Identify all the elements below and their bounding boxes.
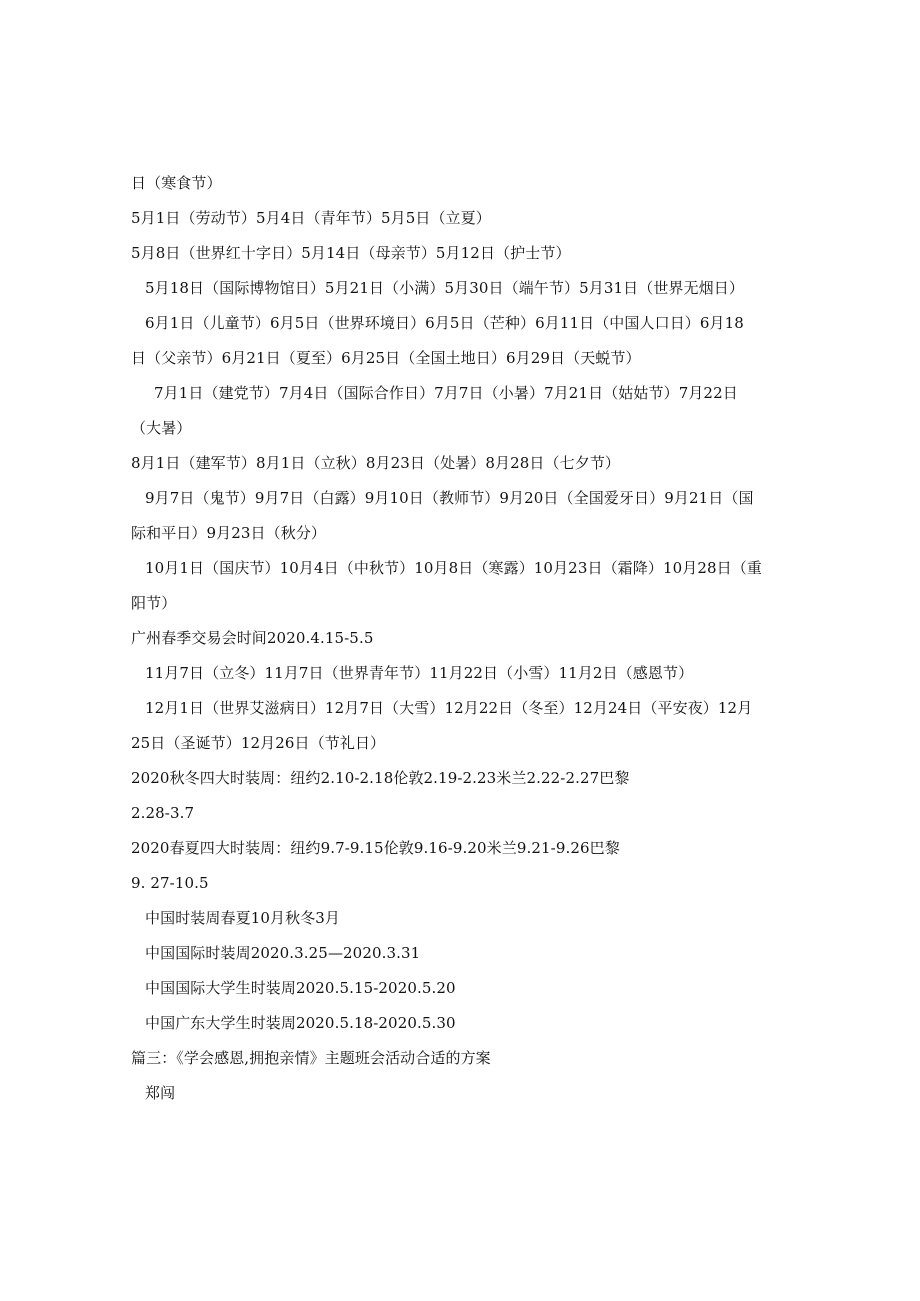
text-line-fashion-week-aw-1: 2020秋冬四大时装周：纽约2.10-2.18伦敦2.19-2.23米兰2.22-2.27巴黎	[131, 769, 630, 787]
text-line-november-holidays: 11月7日（立冬）11月7日（世界青年节）11月22日（小雪）11月2日（感恩节）	[145, 664, 694, 682]
text-line-section-three-title: 篇三：《学会感恩,拥抱亲情》主题班会活动合适的方案	[131, 1049, 491, 1067]
text-line-china-intl-fashion-week: 中国国际时装周2020.3.25—2020.3.31	[145, 944, 421, 962]
text-line-september-holidays-1: 9月7日（鬼节）9月7日（白露）9月10日（教师节）9月20日（全国爱牙日）9月21日（国	[145, 489, 754, 507]
document-body	[131, 166, 791, 1111]
text-line-december-holidays-1: 12月1日（世界艾滋病日）12月7日（大雪）12月22日（冬至）12月24日（平安夜）12月	[145, 699, 753, 717]
text-line-june-holidays-1: 6月1日（儿童节）6月5日（世界环境日）6月5日（芒种）6月11日（中国人口日）6月18	[145, 314, 744, 332]
text-line-guangdong-student-fashion-week: 中国广东大学生时装周2020.5.18-2020.5.30	[145, 1014, 456, 1032]
text-line-july-holidays-2: （大暑）	[131, 419, 192, 437]
text-line-may-holidays-2: 5月8日（世界红十字日）5月14日（母亲节）5月12日（护士节）	[131, 244, 571, 262]
text-line-china-intl-student-fashion-week: 中国国际大学生时装周2020.5.15-2020.5.20	[145, 979, 456, 997]
text-line-canton-fair: 广州春季交易会时间2020.4.15-5.5	[131, 629, 374, 647]
text-line-august-holidays: 8月1日（建军节）8月1日（立秋）8月23日（处暑）8月28日（七夕节）	[131, 454, 621, 472]
text-line-qingming-end: 日（寒食节）	[131, 174, 222, 192]
text-line-fashion-week-aw-2: 2.28-3.7	[131, 804, 195, 822]
text-line-may-holidays-3: 5月18日（国际博物馆日）5月21日（小满）5月30日（端午节）5月31日（世界无烟日）	[145, 279, 744, 297]
text-line-october-holidays-1: 10月1日（国庆节）10月4日（中秋节）10月8日（寒露）10月23日（霜降）10月28日（重	[145, 559, 762, 577]
text-line-september-holidays-2: 际和平日）9月23日（秋分）	[131, 524, 327, 542]
text-line-october-holidays-2: 阳节）	[131, 594, 177, 612]
text-line-fashion-week-ss-1: 2020春夏四大时装周：纽约9.7-9.15伦敦9.16-9.20米兰9.21-9.26巴黎	[131, 839, 620, 857]
text-line-fashion-week-ss-2: 9. 27-10.5	[131, 874, 209, 892]
text-line-author: 郑闯	[145, 1084, 176, 1102]
text-line-china-fashion-week: 中国时装周春夏10月秋冬3月	[145, 909, 341, 927]
text-line-december-holidays-2: 25日（圣诞节）12月26日（节礼日）	[131, 734, 386, 752]
text-line-july-holidays-1: 7月1日（建党节）7月4日（国际合作日）7月7日（小暑）7月21日（姑姑节）7月22日	[154, 384, 738, 402]
text-line-june-holidays-2: 日（父亲节）6月21日（夏至）6月25日（全国土地日）6月29日（天蜕节）	[131, 349, 641, 367]
text-line-may-holidays-1: 5月1日（劳动节）5月4日（青年节）5月5日（立夏）	[131, 209, 491, 227]
